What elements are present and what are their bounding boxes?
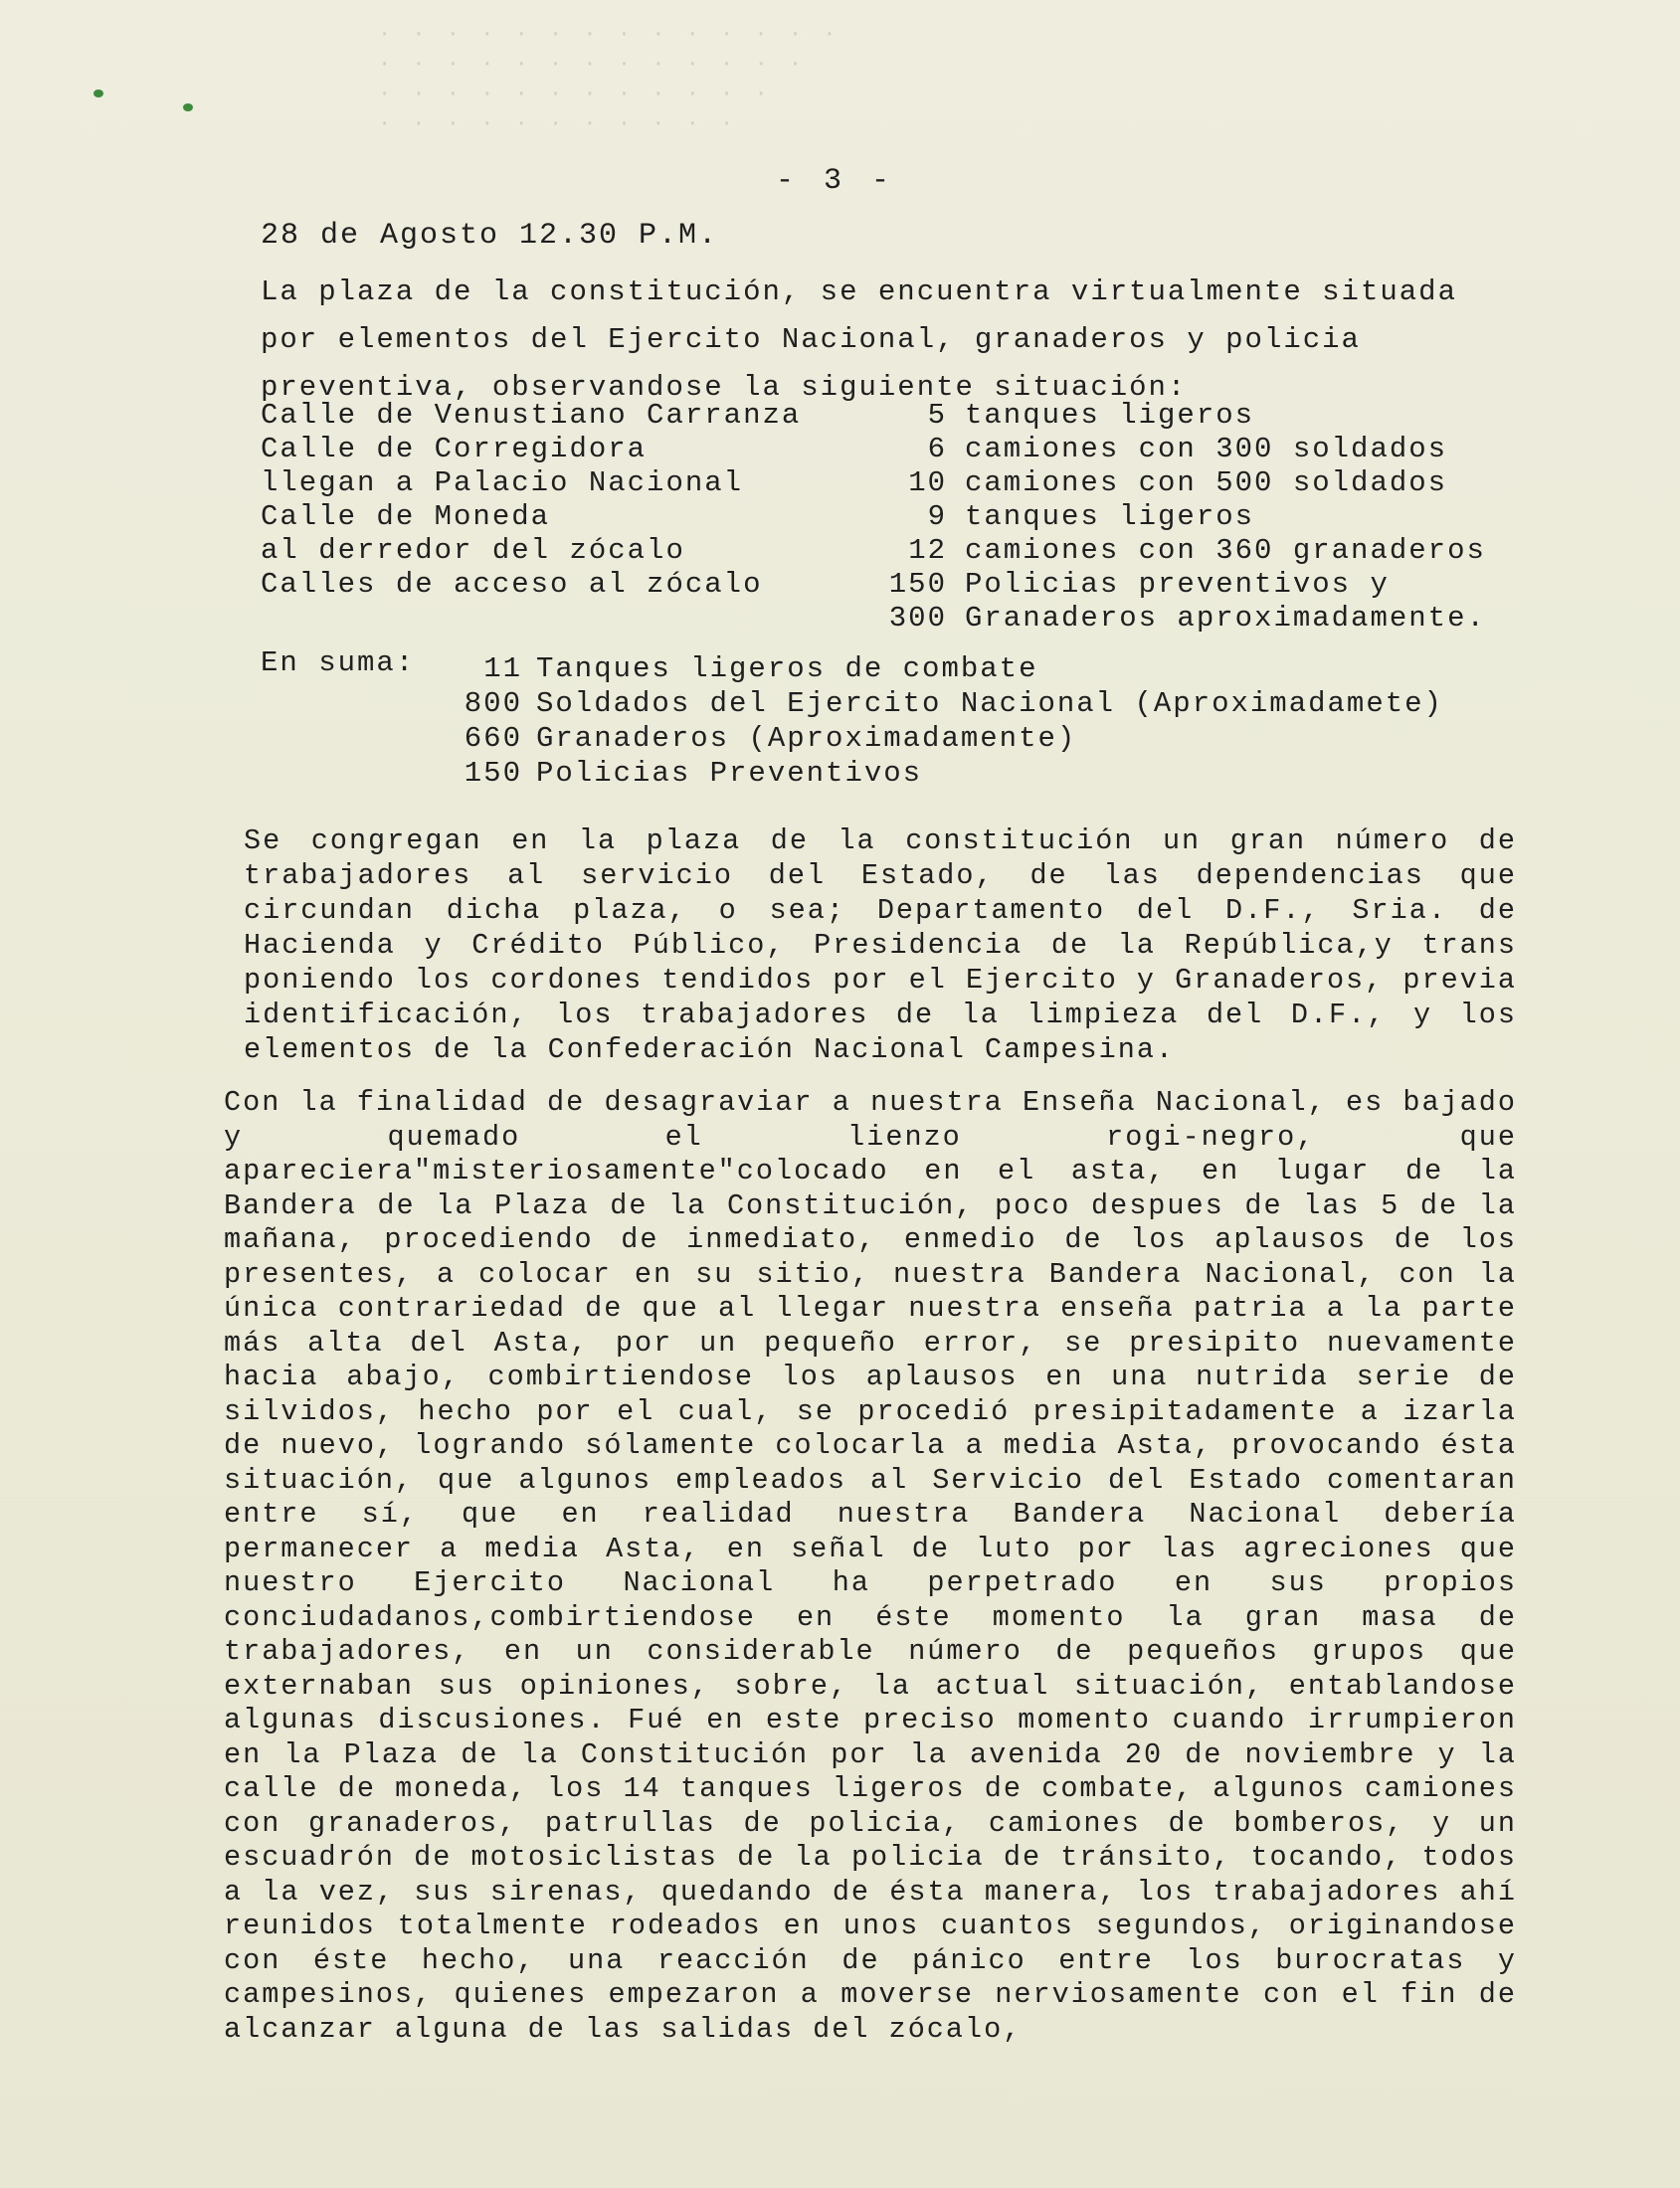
situation-street: llegan a Palacio Nacional <box>261 465 744 499</box>
situation-desc: camiones con 500 soldados <box>965 465 1448 499</box>
situation-desc: Granaderos aproximadamente. <box>965 601 1486 635</box>
situation-number: 150 <box>888 567 947 601</box>
summary-row <box>453 651 1443 686</box>
situation-desc: Policias preventivos y <box>965 567 1390 601</box>
paragraph-workers: Se congregan en la plaza de la constitución un gran número de trabajadores al servicio del Estado, de las dependencias que circundan dicha plaza, o sea; Departamento del D.F., Sria. de Hacienda y Crédito Público, Presidencia de la República,y trans poniendo los cordones tendidos por el Ejercito y Granaderos, previa identificación, los trabajadores de la limpieza del D.F., y los elementos de la Confederación Nacional Campesina. <box>244 824 1517 1066</box>
situation-street: al derredor del zócalo <box>261 533 685 567</box>
situation-row <box>261 567 1486 601</box>
situation-number: 300 <box>888 601 947 635</box>
situation-number: 10 <box>908 465 947 499</box>
summary-desc: Soldados del Ejercito Nacional (Aproximadamete) <box>536 687 1443 720</box>
date-line: 28 de Agosto 12.30 P.M. <box>261 219 719 253</box>
ink-spot <box>93 90 103 97</box>
summary-number: 660 <box>464 722 522 755</box>
situation-street: Calle de Corregidora <box>261 432 648 465</box>
situation-row <box>261 499 1486 533</box>
summary-desc: Granaderos (Aproximadamente) <box>536 722 1077 755</box>
show-through-text: · · · · · · · · · · · · · · · · · · · · · · · · · · · · · · · · · · · · · · · · · · · · · · · · · · <box>378 22 840 136</box>
summary-number: 150 <box>464 757 522 790</box>
summary-number: 11 <box>483 652 522 685</box>
situation-row <box>261 432 1486 465</box>
situation-row <box>261 465 1486 499</box>
situation-desc: tanques ligeros <box>965 398 1255 432</box>
situation-street: Calle de Venustiano Carranza <box>261 398 802 432</box>
paragraph-flag: Con la finalidad de desagraviar a nuestra Enseña Nacional, es bajado y quemado el lienzo rogi-negro, que apareciera"misteriosamente"colocado en el asta, en lugar de la Bandera de la Plaza de la Constitución, poco despues de las 5 de la mañana, procediendo de inmediato, enmedio de los aplausos de los presentes, a colocar en su sitio, nuestra Bandera Nacional, con la única contrariedad de que al llegar nuestra enseña patria a la parte más alta del Asta, por un pequeño error, se presipito nuevamente hacia abajo, combirtiendose los aplausos en una nutrida serie de silvidos, hecho por el cual, se procedió presipitadamente a izarla de nuevo, logrando sólamente colocarla a media Asta, provocando ésta situación, que algunos empleados al Servicio del Estado comentaran entre sí, que en realidad nuestra Bandera Nacional debería permanecer a media Asta, en señal de luto por las agreciones que nuestro Ejercito Nacional ha perpetrado en sus propios conciudadanos,combirtiendose en éste momento la gran masa de trabajadores, en un considerable número de pequeños grupos que externaban sus opiniones, sobre, la actual situación, entablandose algunas discusiones. Fué en este preciso momento cuando irrumpieron en la Plaza de la Constitución por la avenida 20 de noviembre y la calle de moneda, los 14 tanques ligeros de combate, algunos camiones con granaderos, patrullas de policia, camiones de bomberos, y un escuadrón de motosiclistas de la policia de tránsito, tocando, todos a la vez, sus sirenas, quedando de ésta manera, los trabajadores ahí reunidos totalmente rodeados en unos cuantos segundos, originandose con éste hecho, una reacción de pánico entre los burocratas y campesinos, quienes empezaron a moverse nerviosamente con el fin de alcanzar alguna de las salidas del zócalo, <box>224 1086 1517 2046</box>
situation-number: 9 <box>927 499 947 533</box>
intro-text <box>261 269 1514 412</box>
intro-paragraph: La plaza de la constitución, se encuentra virtualmente situada por elementos del Ejercito Nacional, granaderos y policia preventiva, observandose la siguiente situación: <box>261 275 1457 404</box>
situation-street: Calle de Moneda <box>261 499 551 533</box>
situation-row <box>261 601 1486 635</box>
situation-desc: camiones con 360 granaderos <box>965 533 1486 567</box>
situation-street: Calles de acceso al zócalo <box>261 567 763 601</box>
situation-desc: tanques ligeros <box>965 499 1255 533</box>
situation-number: 12 <box>908 533 947 567</box>
summary-table <box>453 651 1443 791</box>
summary-number: 800 <box>464 687 522 720</box>
situation-number: 5 <box>927 398 947 432</box>
summary-label: En suma: <box>261 646 416 679</box>
situation-row <box>261 398 1486 432</box>
situation-table <box>261 398 1486 635</box>
page-number: - 3 - <box>776 164 896 198</box>
ink-spot <box>183 103 193 111</box>
summary-row <box>453 721 1443 756</box>
summary-desc: Policias Preventivos <box>536 757 923 790</box>
situation-row <box>261 533 1486 567</box>
summary-row <box>453 756 1443 791</box>
situation-number: 6 <box>927 432 947 465</box>
summary-row <box>453 686 1443 721</box>
situation-desc: camiones con 300 soldados <box>965 432 1448 465</box>
summary-desc: Tanques ligeros de combate <box>536 652 1038 685</box>
situation-street <box>261 601 857 635</box>
